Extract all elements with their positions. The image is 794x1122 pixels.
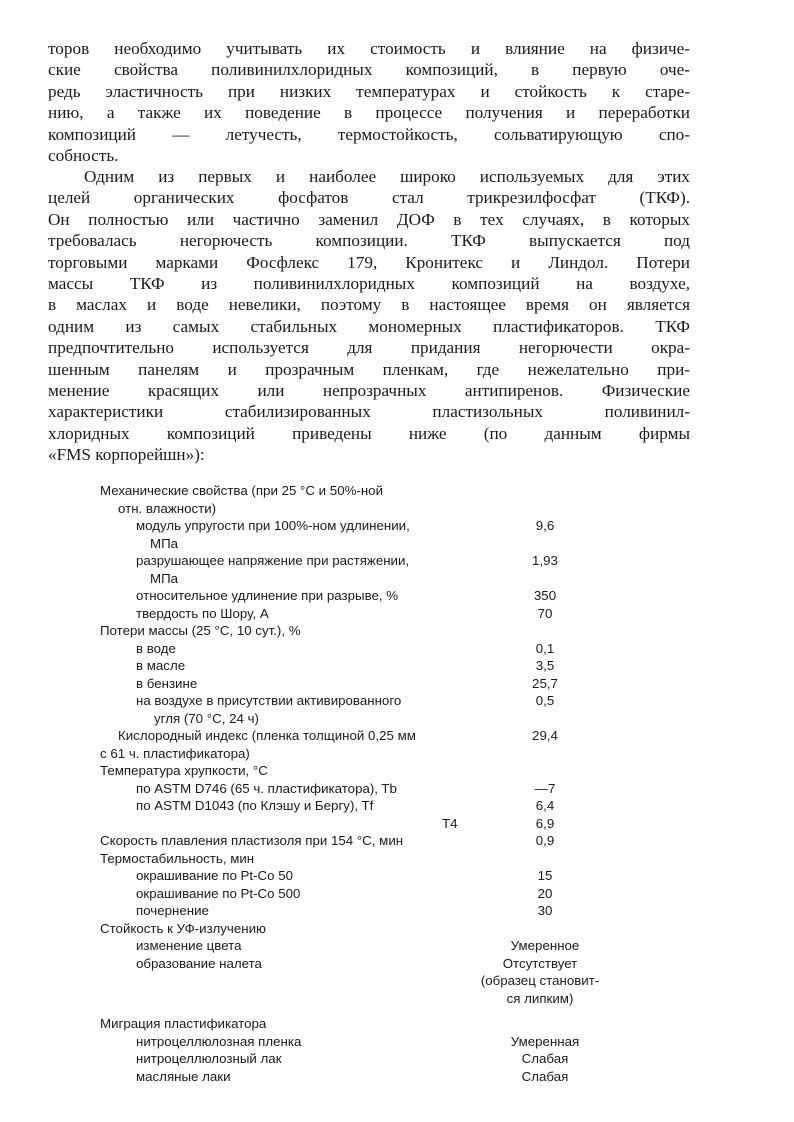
row-label-cont: с 61 ч. пластификатора) — [100, 745, 250, 761]
paragraph-tcp — [48, 166, 690, 465]
row-value: Умеренная — [510, 1033, 580, 1049]
table-row — [100, 780, 620, 798]
row-label: по ASTM D746 (65 ч. пластификатора), Tb — [136, 780, 397, 796]
text-line: «FMS корпорейшн»): — [48, 445, 205, 465]
row-label: в масле — [136, 658, 186, 673]
row-label: твердость по Шору, А — [136, 605, 269, 621]
table-row — [100, 955, 620, 1008]
text-line: ские свойства поливинилхлоридных композиций, в первую оче- — [48, 60, 690, 80]
text-line: в маслах и воде невелики, поэтому в настоящее время он является — [48, 295, 690, 315]
table-row — [100, 832, 620, 850]
row-value: 6,9 — [535, 815, 555, 831]
row-value: 30 — [537, 903, 553, 918]
row-label-cont: МПа — [150, 570, 179, 586]
row-label: почернение — [136, 903, 209, 918]
row-label: изменение цвета — [136, 938, 242, 953]
table-row — [100, 1033, 620, 1051]
table-row — [100, 692, 620, 727]
text-line: предпочтительно используется для придания негорючести окра- — [48, 338, 690, 358]
row-value: 0,5 — [535, 693, 555, 708]
table-row — [100, 1050, 620, 1068]
text-line: нию, а также их поведение в процессе получения и переработки — [48, 103, 690, 123]
row-label: Скорость плавления пластизоля при 154 °С, мин — [100, 833, 404, 848]
table-row — [100, 815, 620, 833]
row-label: нитроцеллюлозный лак — [136, 1051, 282, 1066]
row-label-cont: МПа — [150, 535, 179, 551]
row-value: 0,9 — [535, 833, 555, 848]
table-row — [100, 727, 620, 762]
text-line: требовалась негорючесть композиции. ТКФ выпускается под — [48, 231, 690, 251]
row-label: по ASTM D1043 (по Клэшу и Бергу), Tf — [136, 798, 374, 813]
text-line: редь эластичность при низких температурах и стойкость к старе- — [48, 81, 690, 101]
row-label: разрушающее напряжение при растяжении, — [136, 553, 410, 568]
table-row — [100, 517, 620, 552]
table-row — [100, 762, 620, 780]
row-value-line: ся липким) — [506, 990, 574, 1006]
text-line: шенным панелям и прозрачным пленкам, где нежелательно при- — [48, 359, 690, 379]
row-label-cont: угля (70 °С, 24 ч) — [154, 710, 259, 726]
table-row — [100, 1068, 620, 1086]
row-value-line: Отсутствует — [502, 955, 578, 971]
migration-header: Миграция пластификатора — [100, 1016, 267, 1031]
row-value: 20 — [537, 885, 553, 901]
row-label: окрашивание по Pt-Co 50 — [136, 868, 294, 883]
row-value: 350 — [533, 588, 557, 603]
table-row — [100, 867, 620, 885]
row-label: модуль упругости при 100%-ном удлинении, — [136, 518, 410, 533]
row-label: на воздухе в присутствии активированного — [136, 693, 402, 708]
row-label: Кислородный индекс (пленка толщиной 0,25 мм — [118, 728, 416, 743]
row-value: Слабая — [521, 1068, 569, 1084]
table-row — [100, 587, 620, 605]
row-value: 70 — [537, 605, 553, 621]
brittleness-header: Температура хрупкости, °С — [100, 763, 268, 778]
text-line: Он полностью или частично заменил ДОФ в тех случаях, в которых — [48, 209, 690, 229]
table-row — [100, 605, 620, 623]
text-line: Одним из первых и наиболее широко используемых для этих — [84, 167, 690, 186]
row-value: 15 — [537, 868, 553, 883]
row-value: 29,4 — [532, 728, 558, 743]
table-row — [100, 640, 620, 658]
row-label: относительное удлинение при разрыве, % — [136, 588, 399, 603]
uv-resistance-header: Стойкость к УФ-излучению — [100, 920, 266, 936]
table-row — [100, 657, 620, 675]
row-value-line: (образец становит- — [480, 973, 600, 988]
mass-loss-header: Потери массы (25 °С, 10 сут.), % — [100, 623, 301, 638]
text-line: одним из самых стабильных мономерных пластификаторов. ТКФ — [48, 316, 690, 336]
text-line: массы ТКФ из поливинилхлоридных композиций на воздухе, — [48, 273, 690, 293]
row-label: масляные лаки — [136, 1068, 231, 1084]
row-label: в бензине — [136, 675, 198, 691]
table-row — [100, 1015, 620, 1033]
text-line: характеристики стабилизированных пластизольных поливинил- — [48, 402, 690, 422]
text-line: композиций — летучесть, термостойкость, сольватирующую спо- — [48, 124, 690, 144]
text-line: торов необходимо учитывать их стоимость и влияние на физиче- — [48, 39, 690, 58]
text-line: торговыми марками Фосфлекс 179, Кронитекс и Линдол. Потери — [48, 252, 690, 272]
mechanical-properties-header-cont: отн. влажности) — [118, 500, 217, 516]
text-line: целей органических фосфатов стал трикрезилфосфат (ТКФ). — [48, 188, 690, 208]
table-row — [100, 622, 620, 640]
row-label: окрашивание по Pt-Co 500 — [136, 885, 301, 901]
table-row — [100, 885, 620, 903]
row-value: 0,1 — [535, 640, 555, 656]
row-value: Слабая — [521, 1051, 569, 1066]
table-row — [100, 675, 620, 693]
table-row — [100, 552, 620, 587]
mechanical-properties-header: Механические свойства (при 25 °С и 50%-ной — [100, 483, 384, 498]
row-label: в воде — [136, 640, 176, 656]
paragraph-continuation — [48, 38, 690, 166]
table-row — [100, 850, 620, 868]
row-value: 25,7 — [532, 675, 558, 691]
row-value: Умеренное — [510, 938, 580, 953]
table-row — [100, 482, 620, 517]
table-row — [100, 920, 620, 938]
row-value: 3,5 — [535, 658, 555, 673]
text-line: менение красящих или непрозрачных антипиренов. Физические — [48, 380, 690, 400]
row-label: нитроцеллюлозная пленка — [136, 1033, 302, 1049]
table-row — [100, 902, 620, 920]
properties-table — [100, 482, 620, 1085]
row-value: 9,6 — [535, 518, 555, 533]
row-value: —7 — [534, 780, 556, 796]
thermostability-header: Термостабильность, мин — [100, 850, 255, 866]
text-line: собность. — [48, 145, 119, 165]
text-line: хлоридных композиций приведены ниже (по данным фирмы — [48, 423, 690, 443]
row-value — [470, 955, 610, 1008]
row-label: образование налета — [136, 955, 262, 971]
row-label: T4 — [442, 815, 458, 831]
table-row — [100, 937, 620, 955]
table-row — [100, 797, 620, 815]
row-value: 1,93 — [532, 553, 558, 568]
row-value: 6,4 — [535, 798, 555, 813]
